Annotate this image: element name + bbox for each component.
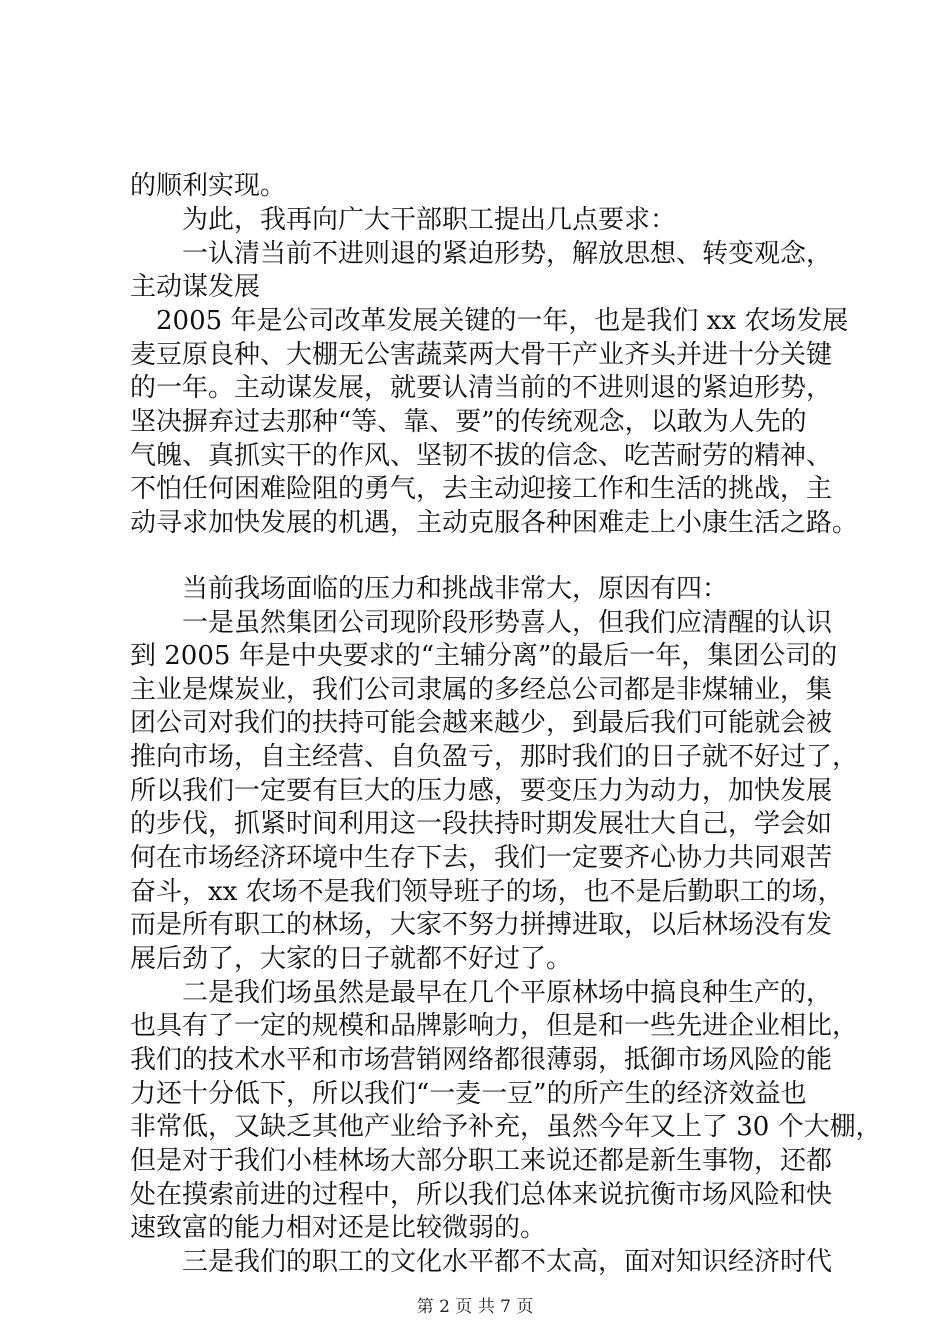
text-line: 处在摸索前进的过程中，所以我们总体来说抗衡市场风险和快 <box>130 1180 833 1210</box>
text-line: 主动谋发展 <box>130 272 261 302</box>
text-line: 奋斗，xx 农场不是我们领导班子的场，也不是后勤职工的场， <box>130 877 844 907</box>
text-line: 非常低，又缺乏其他产业给予补充，虽然今年又上了 30 个大棚， <box>130 1112 882 1142</box>
text-line: 我们的技术水平和市场营销网络都很薄弱，抵御市场风险的能 <box>130 1045 833 1075</box>
text-line: 当前我场面临的压力和挑战非常大，原因有四： <box>130 574 729 604</box>
page-footer: 第 2 页 共 7 页 <box>416 1297 534 1317</box>
text-line: 而是所有职工的林场，大家不努力拼搏进取，以后林场没有发 <box>130 910 833 940</box>
text-line: 坚决摒弃过去那种“等、靠、要”的传统观念，以敢为人先的 <box>130 407 807 437</box>
text-line: 主业是煤炭业，我们公司隶属的多经总公司都是非煤辅业，集 <box>130 675 833 705</box>
text-line: 三是我们的职工的文化水平都不太高，面对知识经济时代 <box>130 1247 833 1277</box>
text-line: 的顺利实现。 <box>130 171 287 201</box>
text-line: 动寻求加快发展的机遇，主动克服各种困难走上小康生活之路。 <box>130 508 859 538</box>
text-line: 的一年。主动谋发展，就要认清当前的不进则退的紧迫形势， <box>130 373 833 403</box>
text-line: 到 2005 年是中央要求的“主辅分离”的最后一年，集团公司的 <box>130 641 838 671</box>
text-line: 但是对于我们小桂林场大部分职工来说还都是新生事物，还都 <box>130 1146 833 1176</box>
text-line: 不怕任何困难险阻的勇气，去主动迎接工作和生活的挑战，主 <box>130 474 833 504</box>
text-line: 也具有了一定的规模和品牌影响力，但是和一些先进企业相比， <box>130 1011 859 1041</box>
text-line: 推向市场，自主经营、自负盈亏，那时我们的日子就不好过了， <box>130 742 859 772</box>
text-line: 2005 年是公司改革发展关键的一年，也是我们 xx 农场发展 <box>130 306 849 336</box>
text-line: 一是虽然集团公司现阶段形势喜人，但我们应清醒的认识 <box>130 608 833 638</box>
text-line: 二是我们场虽然是最早在几个平原林场中搞良种生产的， <box>130 978 833 1008</box>
text-line: 展后劲了，大家的日子就都不好过了。 <box>130 944 573 974</box>
text-line: 一认清当前不进则退的紧迫形势，解放思想、转变观念， <box>130 239 833 269</box>
text-line: 力还十分低下，所以我们“一麦一豆”的所产生的经济效益也 <box>130 1079 807 1109</box>
text-line: 所以我们一定要有巨大的压力感，要变压力为动力，加快发展 <box>130 776 833 806</box>
text-line: 的步伐，抓紧时间利用这一段扶持时期发展壮大自己，学会如 <box>130 809 833 839</box>
text-line: 为此，我再向广大干部职工提出几点要求： <box>130 205 677 235</box>
text-line: 麦豆原良种、大棚无公害蔬菜两大骨干产业齐头并进十分关键 <box>130 340 833 370</box>
text-line: 气魄、真抓实干的作风、坚韧不拔的信念、吃苦耐劳的精神、 <box>130 441 833 471</box>
text-line: 何在市场经济环境中生存下去，我们一定要齐心协力共同艰苦 <box>130 843 833 873</box>
text-line: 团公司对我们的扶持可能会越来越少，到最后我们可能就会被 <box>130 708 833 738</box>
text-line: 速致富的能力相对还是比较微弱的。 <box>130 1213 547 1243</box>
